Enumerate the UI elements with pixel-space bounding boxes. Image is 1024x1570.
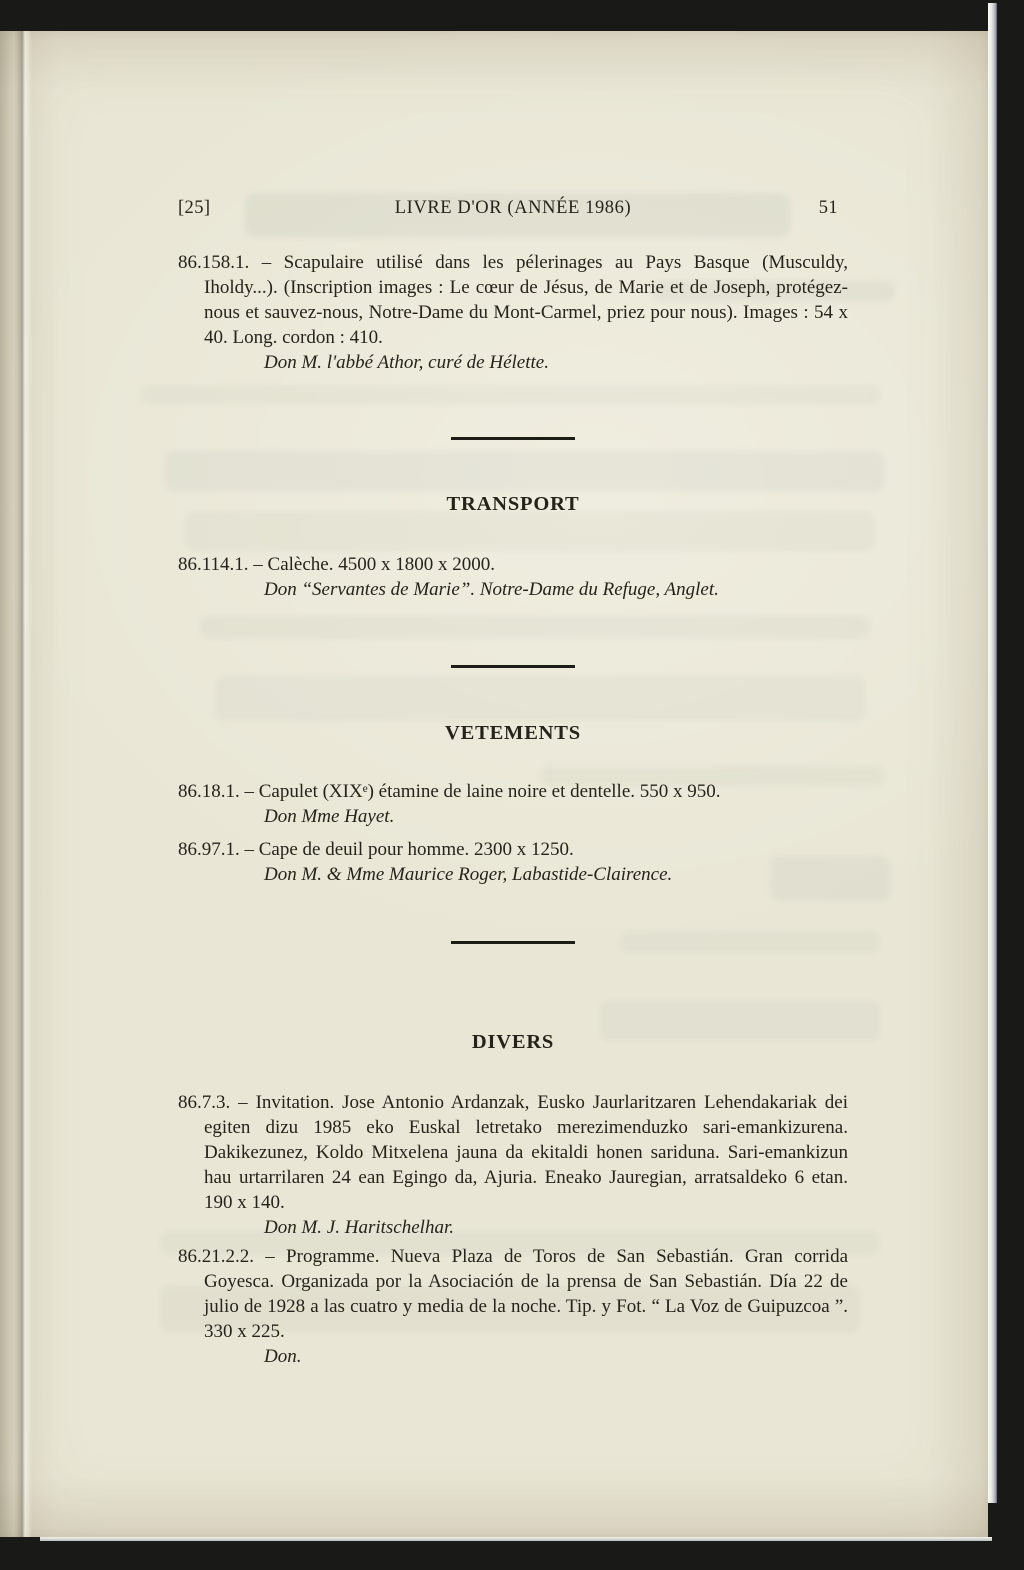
entry-text [178,779,848,804]
page-content [178,31,848,1369]
section-heading-divers: DIVERS [471,1031,555,1053]
entry-donor: Don M. J. Haritschelhar. [264,1217,454,1238]
book-page [0,31,988,1537]
entry-description: Invitation. Jose Antonio Ardanzak, Eusko Jaurlaritzaren Lehendakariak dei egiten dizu 1985 eko Euskal letretako merezimenduzko sari-emankizurena. Dakikezunez, Koldo Mitxelena jauna da ekitaldi honen sariduna. Sari-emankizun hau urtarrilaren 24 ean Egingo da, Ajuria. Eneako Jauregian, arratsaldeko 6 etan. 190 x 140. [204,1092,848,1213]
page-title: LIVRE D'OR (ANNÉE 1986) [394,198,632,218]
entry-dash: – [254,1246,287,1267]
entry-text [178,552,848,577]
catalog-entry [178,552,848,602]
entry-dash: – [230,1092,256,1113]
entry-description: Cape de deuil pour homme. 2300 x 1250. [258,839,574,860]
entry-dash: – [249,252,284,273]
entry-dash: – [239,781,259,802]
entry-donor: Don. [264,1346,302,1367]
entry-text [178,250,848,350]
section-divider [451,437,575,440]
entry-donor: Don “Servantes de Marie”. Notre-Dame du Refuge, Anglet. [264,579,719,600]
entry-number: 86.18.1. [178,781,240,802]
entry-donor: Don Mme Hayet. [264,806,395,827]
catalog-entry [178,779,848,829]
entry-text [178,1090,848,1215]
catalog-entry [178,1244,848,1369]
section-divider [451,665,575,668]
entry-text [178,1244,848,1344]
page-number: 51 [818,198,838,218]
entry-number: 86.7.3. [178,1092,231,1113]
section-heading-vetements: VETEMENTS [445,722,581,744]
entry-donor: Don M. l'abbé Athor, curé de Hélette. [264,352,549,373]
folio-bracket-number: [25] [178,198,211,218]
entry-number: 86.21.2.2. [178,1246,254,1267]
entry-dash: – [248,554,268,575]
section-divider [451,941,575,944]
section-heading-transport: TRANSPORT [446,493,580,515]
entry-donor: Don M. & Mme Maurice Roger, Labastide-Clairence. [264,864,673,885]
entry-description: Calèche. 4500 x 1800 x 2000. [267,554,495,575]
entry-number: 86.158.1. [178,252,250,273]
catalog-entry [178,250,848,375]
page-gutter-shadow [0,31,16,1537]
page-gutter-crease [14,31,32,1537]
entry-dash: – [239,839,259,860]
entry-description: Capulet (XIXᵉ) étamine de laine noire et dentelle. 550 x 950. [258,781,721,802]
catalog-entry [178,1090,848,1240]
entry-text [178,837,848,862]
entry-description: Scapulaire utilisé dans les pélerinages au Pays Basque (Musculdy, Iholdy...). (Inscription images : Le cœur de Jésus, de Marie et de Joseph, protégez-nous et sauvez-nous, Notre-Dame du Mont-Carmel, priez pour nous). Images : 54 x 40. Long. cordon : 410. [204,252,848,348]
page-stack-edge-bottom [40,1537,992,1541]
page-stack-edge-right [988,3,997,1503]
entry-description: Programme. Nueva Plaza de Toros de San Sebastián. Gran corrida Goyesca. Organizada por la Asociación de la prensa de San Sebastián. Día 22 de julio de 1928 a las cuatro y media de la noche. Tip. y Fot. “ La Voz de Guipuzcoa ”. 330 x 225. [204,1246,849,1342]
entry-number: 86.97.1. [178,839,240,860]
running-head [178,196,848,220]
catalog-entry [178,837,848,887]
entry-number: 86.114.1. [178,554,249,575]
